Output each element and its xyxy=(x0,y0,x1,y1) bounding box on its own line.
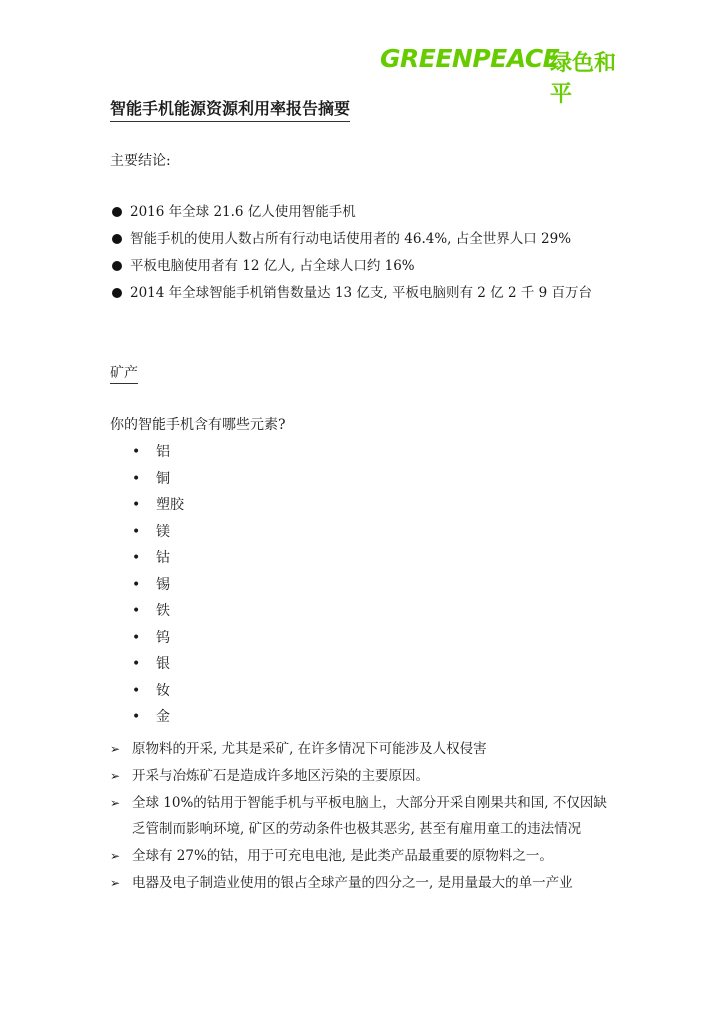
list-item: • 铝 xyxy=(130,442,184,469)
list-item: • 钴 xyxy=(130,548,184,575)
logo-text-zh: 绿色和平 xyxy=(550,51,617,107)
greenpeace-logo xyxy=(372,40,637,107)
arrow-bullet-icon: ➢ xyxy=(110,769,121,783)
bullet-dot-icon xyxy=(112,261,122,271)
list-item: 2016 年全球 21.6 亿人使用智能手机 xyxy=(110,202,592,229)
bullet-icon: • xyxy=(132,603,141,619)
question-text: 你的智能手机含有哪些元素? xyxy=(110,417,286,433)
list-item: ➢ 开采与冶炼矿石是造成许多地区污染的主要原因。 xyxy=(110,763,610,789)
bullet-dot-icon xyxy=(112,207,122,217)
list-item: • 银 xyxy=(130,654,184,681)
list-item: • 塑胶 xyxy=(130,495,184,522)
arrow-bullet-icon: ➢ xyxy=(110,742,121,756)
bullet-dot-icon xyxy=(112,288,122,298)
summary-label: 主要结论: xyxy=(110,153,171,169)
bullet-icon: • xyxy=(132,656,141,672)
bullet-icon: • xyxy=(132,550,141,566)
bullet-icon: • xyxy=(132,470,141,487)
list-item: • 金 xyxy=(130,707,184,734)
summary-list xyxy=(110,202,592,310)
list-item: • 铁 xyxy=(130,601,184,628)
page-title: 智能手机能源资源利用率报告摘要 xyxy=(110,96,350,122)
bullet-icon: • xyxy=(132,709,141,725)
list-item: 平板电脑使用者有 12 亿人, 占全球人口约 16% xyxy=(110,256,592,283)
logo-text-en: GREENPEACE xyxy=(380,44,560,73)
section-heading: 矿产 xyxy=(110,362,138,384)
list-item: ➢ 全球有 27%的钴，用于可充电电池, 是此类产品最重要的原物料之一。 xyxy=(110,843,610,869)
bullet-icon: • xyxy=(132,629,141,646)
arrow-bullet-icon: ➢ xyxy=(110,876,121,890)
bullet-icon: • xyxy=(132,523,141,540)
list-item: ➢ 原物料的开采, 尤其是采矿, 在许多情况下可能涉及人权侵害 xyxy=(110,736,610,762)
bullet-icon: • xyxy=(132,444,141,460)
bullet-dot-icon xyxy=(112,234,122,244)
facts-list xyxy=(110,736,610,897)
bullet-icon: • xyxy=(132,682,141,699)
list-item: 2014 年全球智能手机销售数量达 13 亿支, 平板电脑则有 2 亿 2 千 9 百万台 xyxy=(110,283,592,310)
arrow-bullet-icon: ➢ xyxy=(110,849,121,863)
bullet-icon: • xyxy=(132,576,141,593)
bullet-icon: • xyxy=(132,497,141,513)
list-item: • 锡 xyxy=(130,575,184,602)
list-item: ➢ 电器及电子制造业使用的银占全球产量的四分之一, 是用量最大的单一产业 xyxy=(110,870,610,896)
list-item: • 钨 xyxy=(130,628,184,655)
list-item: 智能手机的使用人数占所有行动电话使用者的 46.4%, 占全世界人口 29% xyxy=(110,229,592,256)
list-item: • 钕 xyxy=(130,681,184,708)
list-item: • 镁 xyxy=(130,522,184,549)
list-item: ➢ 全球 10%的钴用于智能手机与平板电脑上，大部分开采自刚果共和国, 不仅因缺乏管制而影响环境, 矿区的劳动条件也极其恶劣, 甚至有雇用童工的违法情况 xyxy=(110,790,610,842)
arrow-bullet-icon: ➢ xyxy=(110,796,121,810)
list-item: • 铜 xyxy=(130,469,184,496)
elements-list xyxy=(130,442,184,734)
